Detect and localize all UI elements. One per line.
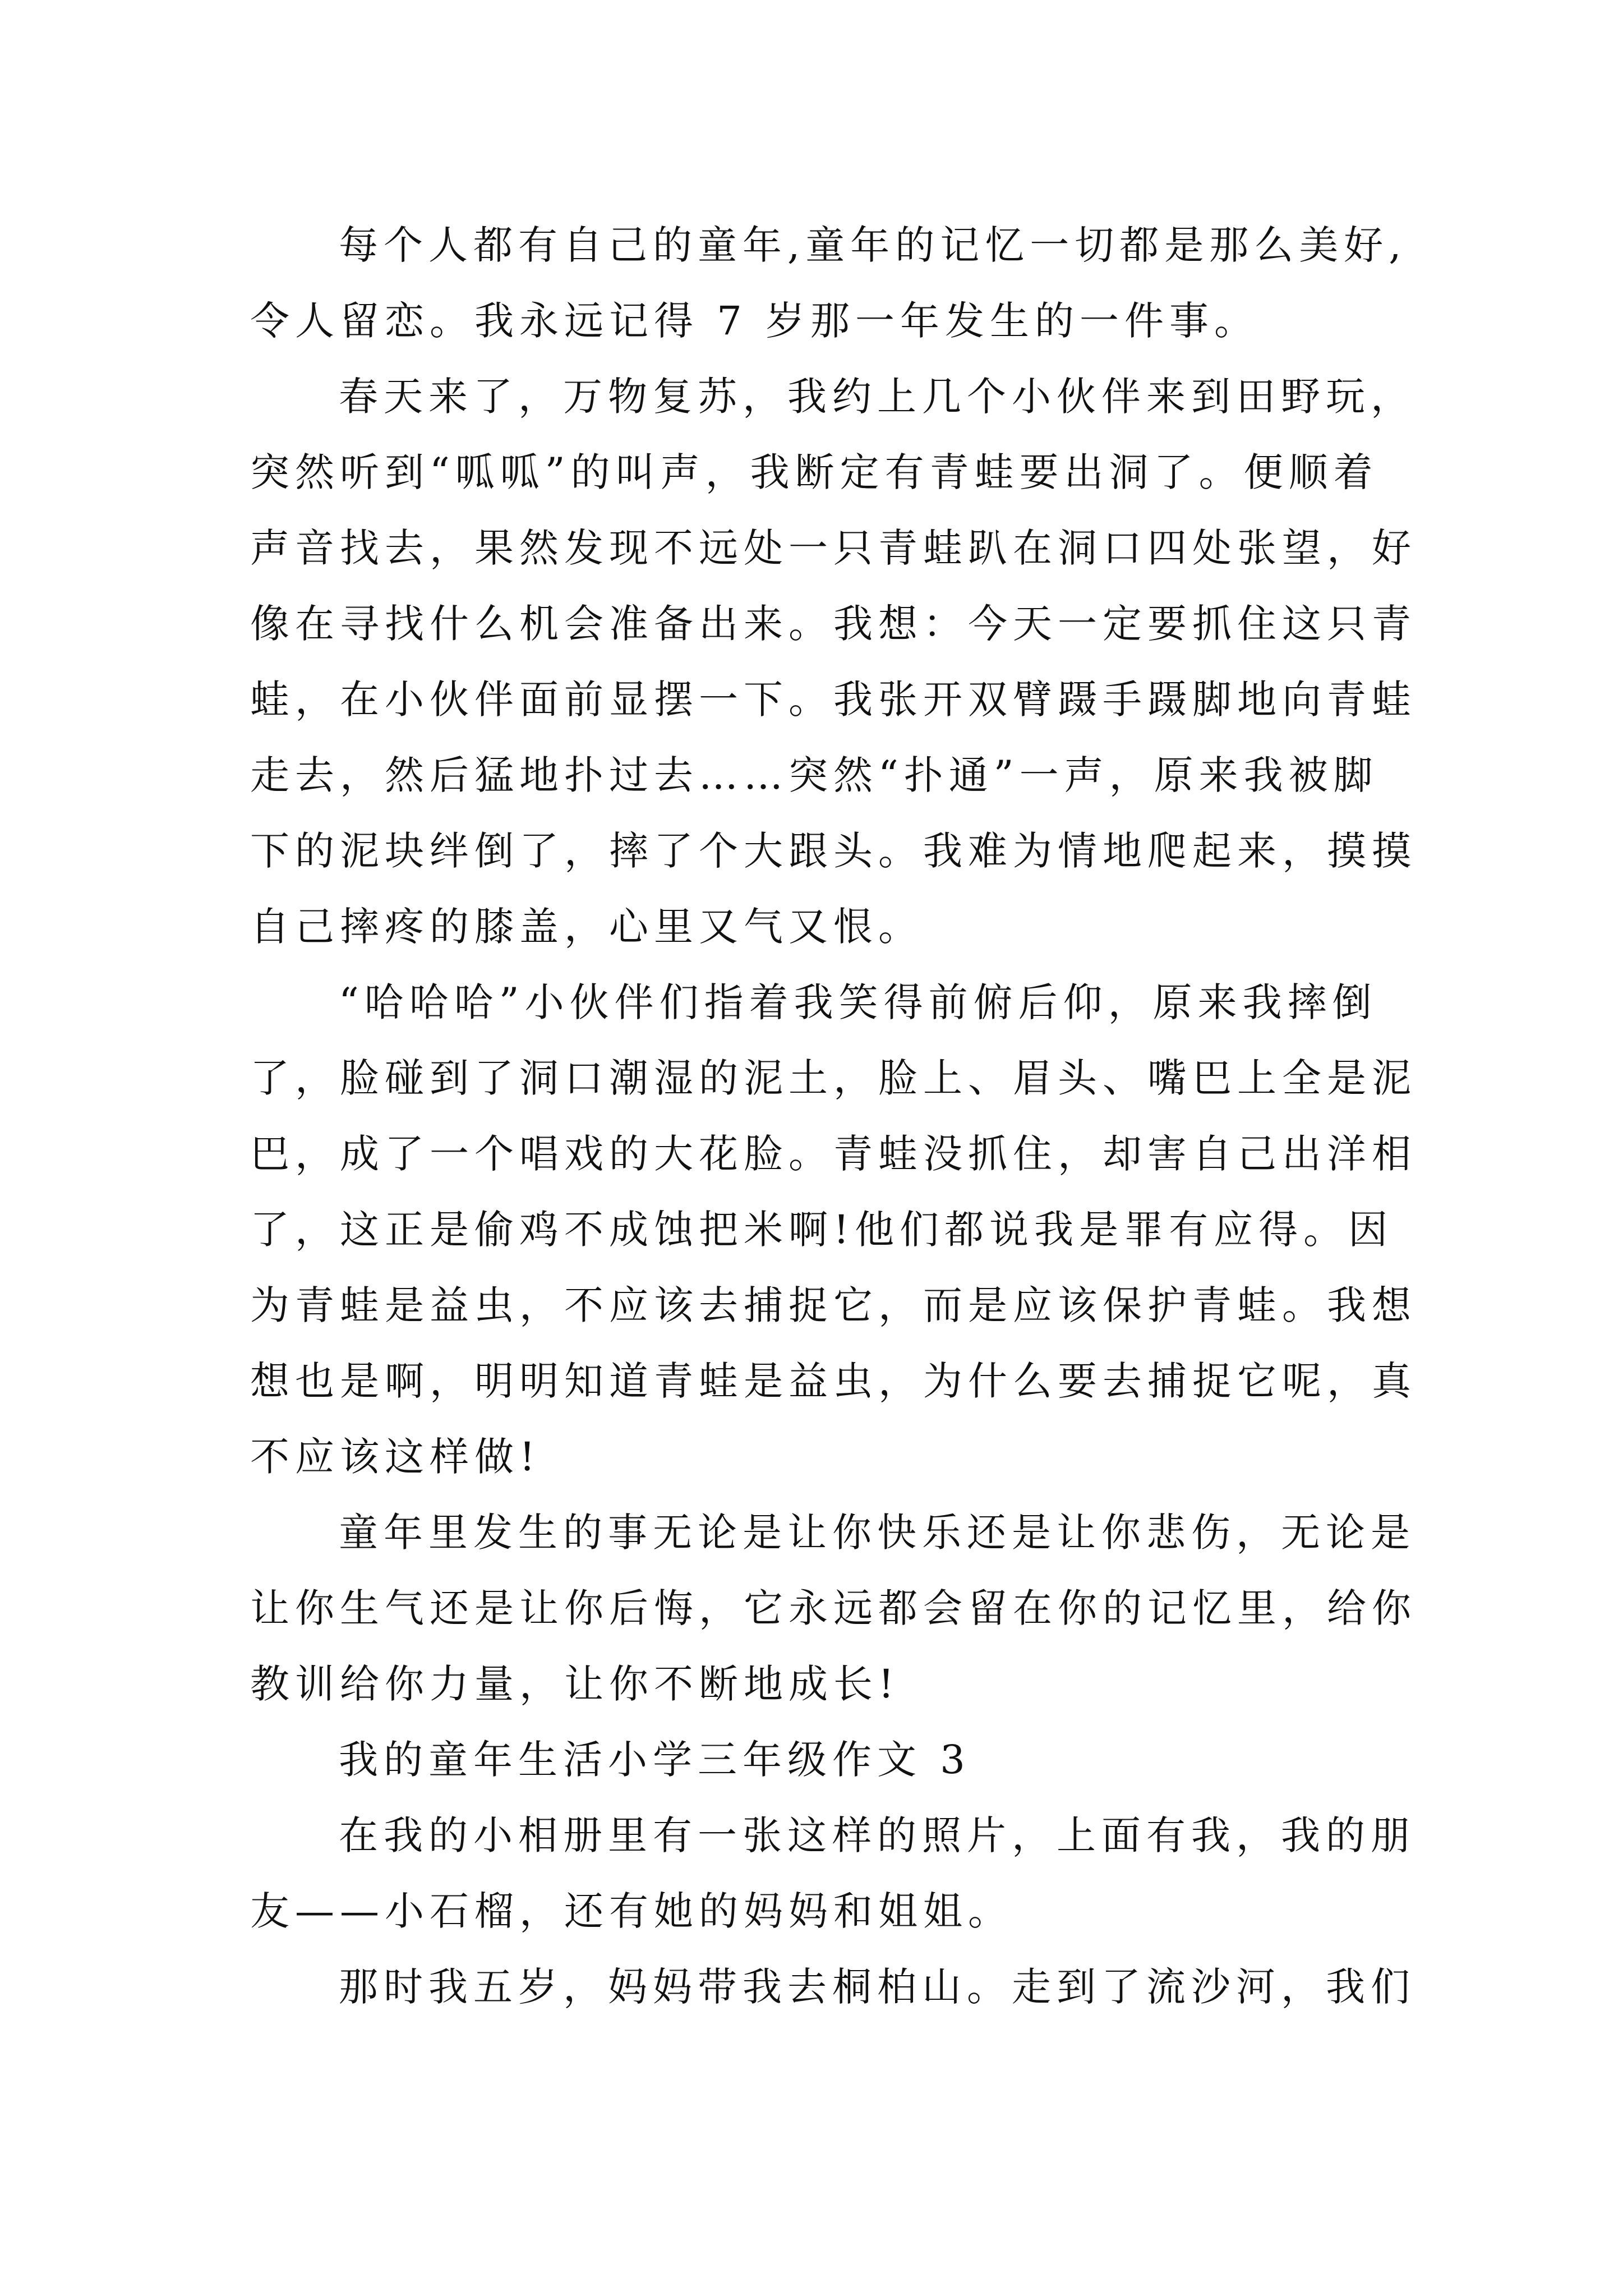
paragraph-3-line-1: “哈哈哈”小伙伴们指着我笑得前俯后仰，原来我摔倒 <box>339 979 1377 1025</box>
paragraph-4-line-1: 童年里发生的事无论是让你快乐还是让你悲伤，无论是 <box>339 1510 1415 1556</box>
paragraph-2-line-2: 突然听到“呱呱”的叫声，我断定有青蛙要出洞了。便顺着 <box>250 449 1378 495</box>
paragraph-2-line-6: 走去，然后猛地扑过去……突然“扑通”一声，原来我被脚 <box>250 752 1378 798</box>
article-body <box>250 208 1417 2025</box>
paragraph-4-line-3: 教训给你力量，让你不断地成长! <box>250 1661 900 1707</box>
paragraph-4-line-2: 让你生气还是让你后悔，它永远都会留在你的记忆里，给你 <box>250 1585 1417 1631</box>
paragraph-5-line-1: 在我的小相册里有一张这样的照片，上面有我，我的朋 <box>339 1812 1415 1858</box>
paragraph-5-line-2: 友——小石榴，还有她的妈妈和姐姐。 <box>250 1888 1013 1934</box>
paragraph-3-line-3: 巴，成了一个唱戏的大花脸。青蛙没抓住，却害自己出洋相 <box>250 1131 1417 1177</box>
paragraph-2-line-7: 下的泥块绊倒了，摔了个大跟头。我难为情地爬起来，摸摸 <box>250 828 1417 874</box>
paragraph-1-line-2: 令人留恋。我永远记得 7 岁那一年发生的一件事。 <box>250 298 1260 344</box>
section-heading: 我的童年生活小学三年级作文 3 <box>339 1737 971 1783</box>
paragraph-6-line-1: 那时我五岁，妈妈带我去桐柏山。走到了流沙河，我们 <box>339 1964 1415 2010</box>
paragraph-2-line-8: 自己摔疼的膝盖，心里又气又恨。 <box>250 904 923 950</box>
paragraph-2-line-3: 声音找去，果然发现不远处一只青蛙趴在洞口四处张望，好 <box>250 525 1417 571</box>
paragraph-3-line-5: 为青蛙是益虫，不应该去捕捉它，而是应该保护青蛙。我想 <box>250 1282 1417 1328</box>
paragraph-3-line-2: 了，脸碰到了洞口潮湿的泥土，脸上、眉头、嘴巴上全是泥 <box>250 1055 1417 1101</box>
paragraph-2-line-5: 蛙，在小伙伴面前显摆一下。我张开双臂蹑手蹑脚地向青蛙 <box>250 677 1417 723</box>
paragraph-2-line-4: 像在寻找什么机会准备出来。我想：今天一定要抓住这只青 <box>250 601 1417 647</box>
paragraph-2-line-1: 春天来了，万物复苏，我约上几个小伙伴来到田野玩， <box>339 374 1415 420</box>
paragraph-3-line-7: 不应该这样做! <box>250 1434 541 1480</box>
paragraph-3-line-6: 想也是啊，明明知道青蛙是益虫，为什么要去捕捉它呢，真 <box>250 1358 1417 1404</box>
paragraph-3-line-4: 了，这正是偷鸡不成蚀把米啊!他们都说我是罪有应得。因 <box>250 1207 1394 1253</box>
paragraph-1-line-1: 每个人都有自己的童年,童年的记忆一切都是那么美好, <box>339 222 1407 268</box>
